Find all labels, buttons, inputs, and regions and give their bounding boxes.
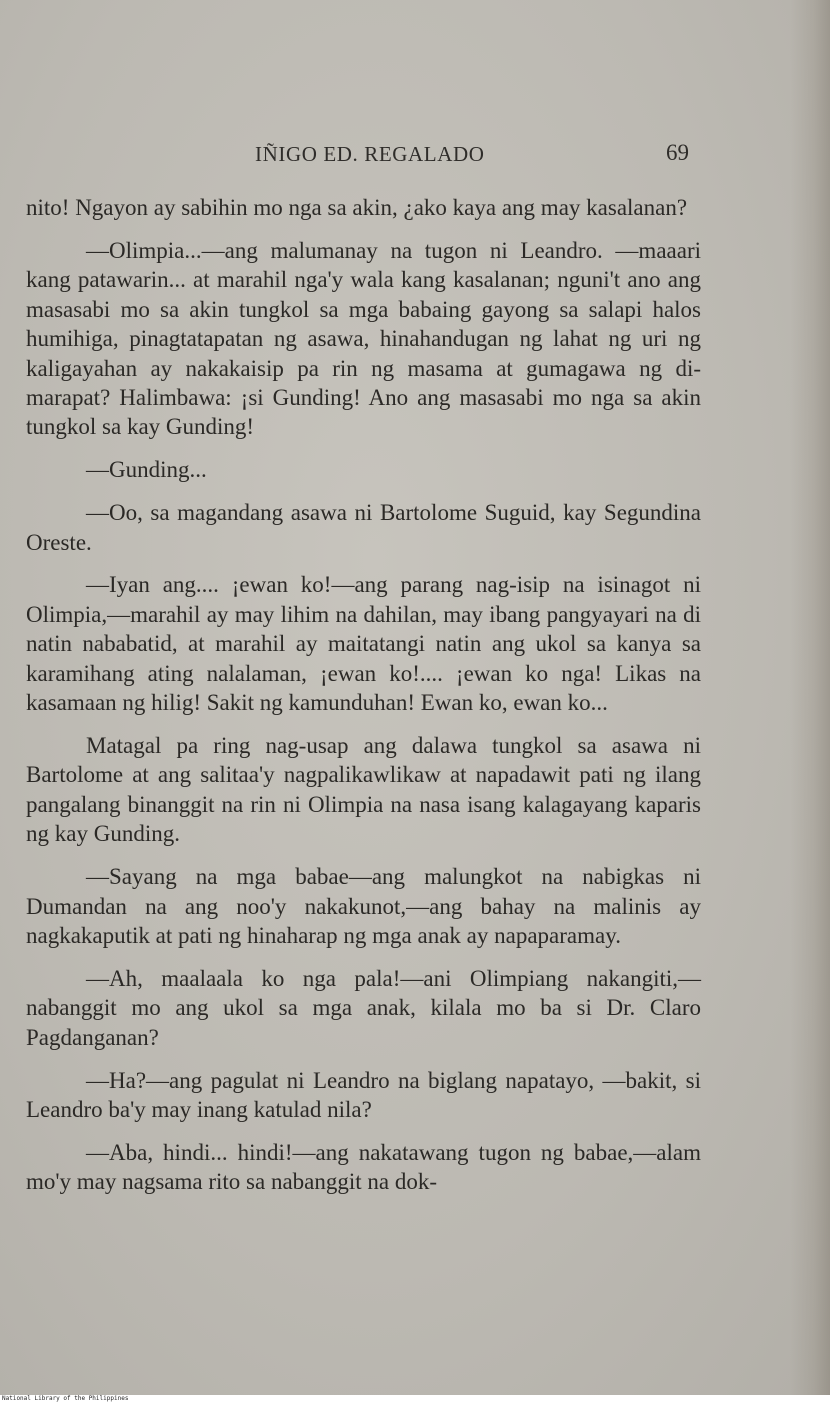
paragraph: —Ha?—ang pagulat ni Leandro na biglang napatayo, —bakit, si Leandro ba'y may inang katulad nila? [26, 1067, 701, 1122]
paragraph: —Sayang na mga babae—ang malungkot na nabigkas ni Dumandan na ang noo'y nakakunot,—ang bahay na malinis ay nagkakaputik at pati ng hinaharap ng mga anak ay napaparamay. [26, 864, 701, 948]
paragraph: —Aba, hindi... hindi!—ang nakatawang tugon ng babae,—alam mo'y may nagsama rito sa nabanggit na dok- [26, 1139, 701, 1195]
page-edge-shadow [790, 0, 830, 1395]
paragraph: —Iyan ang.... ¡ewan ko!—ang parang nag-isip na isinagot ni Olimpia,—marahil ay may lihim na dahilan, may ibang pangyayari na di natin nababatid, at marahil ay maitatangi natin ang ukol sa kanya sa karamihang ating nalalaman, ¡ewan ko!.... ¡ewan ko nga! Likas na kasamaan ng hilig! Sakit ng kamunduhan! Ewan ko, ewan ko... [26, 572, 701, 716]
running-head: IÑIGO ED. REGALADO [255, 142, 485, 166]
paragraph: —Ah, maalaala ko nga pala!—ani Olimpiang nakangiti,—nabanggit mo ang ukol sa mga anak, kilala mo ba si Dr. Claro Pagdanganan? [26, 965, 701, 1050]
library-attribution: National Library of the Philippines [2, 1395, 129, 1402]
page-header [0, 140, 830, 172]
paragraph: —Gunding... [86, 457, 207, 483]
page-number: 69 [666, 140, 689, 165]
paragraph: —Olimpia...—ang malumanay na tugon ni Leandro. —maaari kang patawarin... at marahil nga'y wala kang kasalanan; nguni't ano ang masasabi mo sa akin tungkol sa mga babaing gayong sa salapi halos humihiga, pinagtatapatan ng asawa, hinahandugan ng lahat ng uri ng kaligayahan ay nakakaisip pa rin ng masama at gumagawa ng di-marapat? Halimbawa: ¡si Gunding! Ano ang masasabi mo nga sa akin tungkol sa kay Gunding! [26, 237, 701, 440]
footer-strip [0, 1395, 830, 1403]
paragraph: —Oo, sa magandang asawa ni Bartolome Suguid, kay Segundina Oreste. [26, 500, 701, 555]
body-text [26, 193, 701, 1210]
paragraph: Matagal pa ring nag-usap ang dalawa tungkol sa asawa ni Bartolome at ang salitaa'y nagpalikawlikaw at napadawit pati ng ilang pangalang binanggit na rin ni Olimpia na nasa isang kalagayang kaparis ng kay Gunding. [26, 733, 701, 847]
paragraph: nito! Ngayon ay sabihin mo nga sa akin, ¿ako kaya ang may kasalanan? [26, 195, 688, 220]
